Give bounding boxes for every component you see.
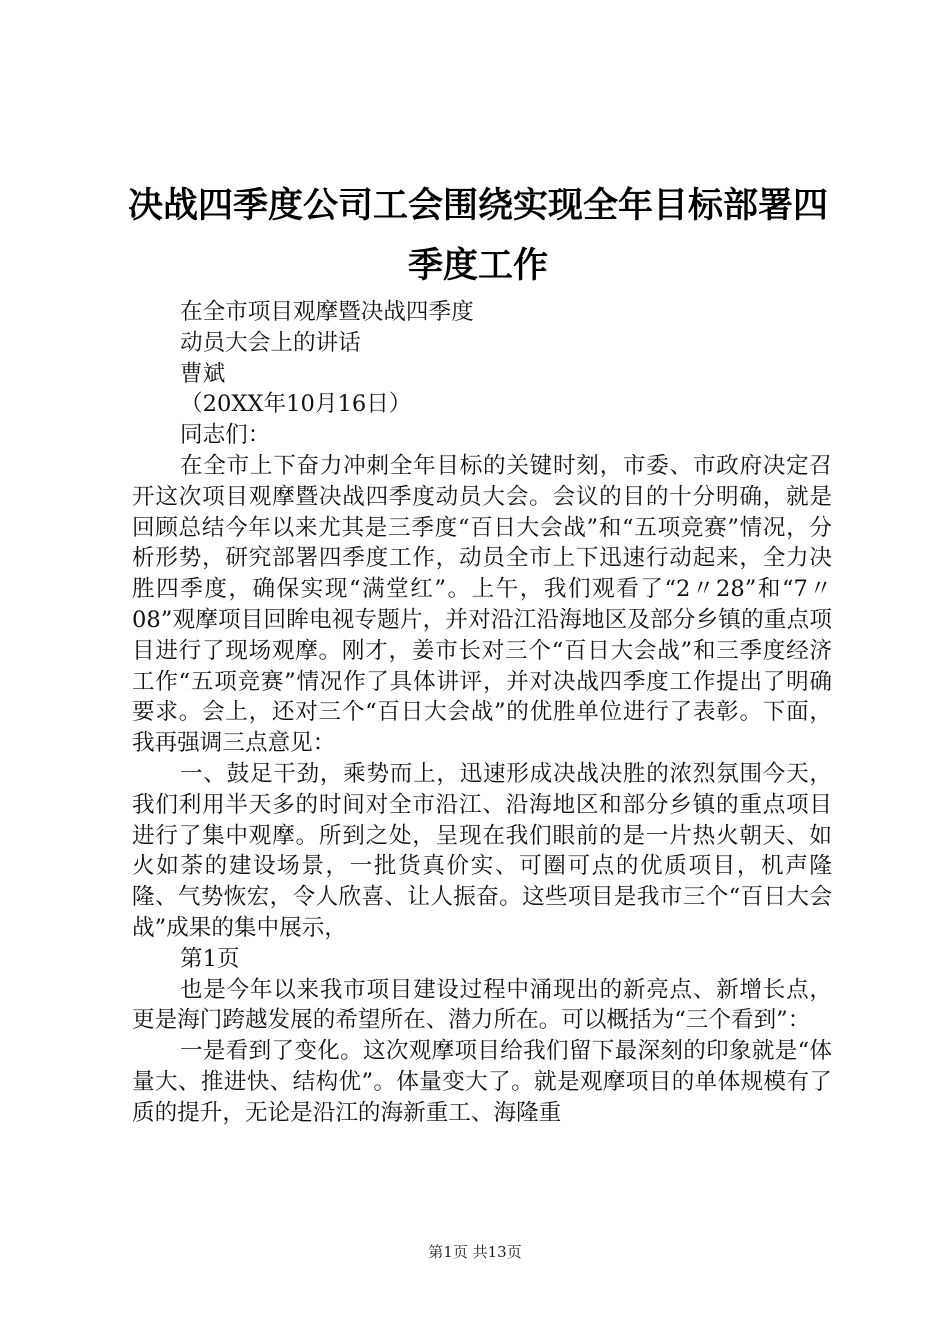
page-footer: 第1页 共13页 [428,1243,522,1261]
paragraph-point-one: 一、鼓足干劲，乘势而上，迅速形成决战决胜的浓烈氛围今天，我们利用半天多的时间对全市沿江、沿海地区和部分乡镇的重点项目进行了集中观摩。所到之处，呈现在我们眼前的是一片热火朝天、如火如荼的建设场景，一批货真价实、可圈可点的优质项目，机声隆隆、气势恢宏，令人欣喜、让人振奋。这些项目是我市三个“百日大会战”成果的集中展示， [132,760,832,941]
salutation: 同志们： [180,422,271,449]
header-line-venue: 在全市项目观摩暨决战四季度 [180,299,474,325]
document-title: 决战四季度公司工会围绕实现全年目标部署四季度工作 [127,185,828,286]
paragraph-intro: 在全市上下奋力冲刺全年目标的关键时刻，市委、市政府决定召开这次项目观摩暨决战四季度动员大会。会议的目的十分明确，就是回顾总结今年以来尤其是三季度“百日大会战”和“五项竞赛”情况，分析形势，研究部署四季度工作，动员全市上下迅速行动起来，全力决胜四季度，确保实现“满堂红”。上午，我们观看了“2〃28”和“7〃08”观摩项目回眸电视专题片，并对沿江沿海地区及部分乡镇的重点项目进行了现场观摩。刚才，姜市长对三个“百日大会战”和三季度经济工作“五项竞赛”情况作了具体讲评，并对决战四季度工作提出了明确要求。会上，还对三个“百日大会战”的优胜单位进行了表彰。下面，我再强调三点意见： [132,452,832,757]
speaker-name: 曹斌 [180,360,226,387]
paragraph-change: 一是看到了变化。这次观摩项目给我们留下最深刻的印象就是“体量大、推进快、结构优”。体量变大了。就是观摩项目的单体规模有了质的提升，无论是沿江的海新重工、海隆重 [132,1038,832,1126]
page-marker: 第1页 [180,945,240,972]
speech-date: （20XX年10月16日） [180,391,412,418]
header-line-occasion: 动员大会上的讲话 [180,329,361,356]
paragraph-continuation: 也是今年以来我市项目建设过程中涌现出的新亮点、新增长点，更是海门跨越发展的希望所在、潜力所在。可以概括为“三个看到”： [132,976,832,1034]
document-body [132,297,832,1129]
